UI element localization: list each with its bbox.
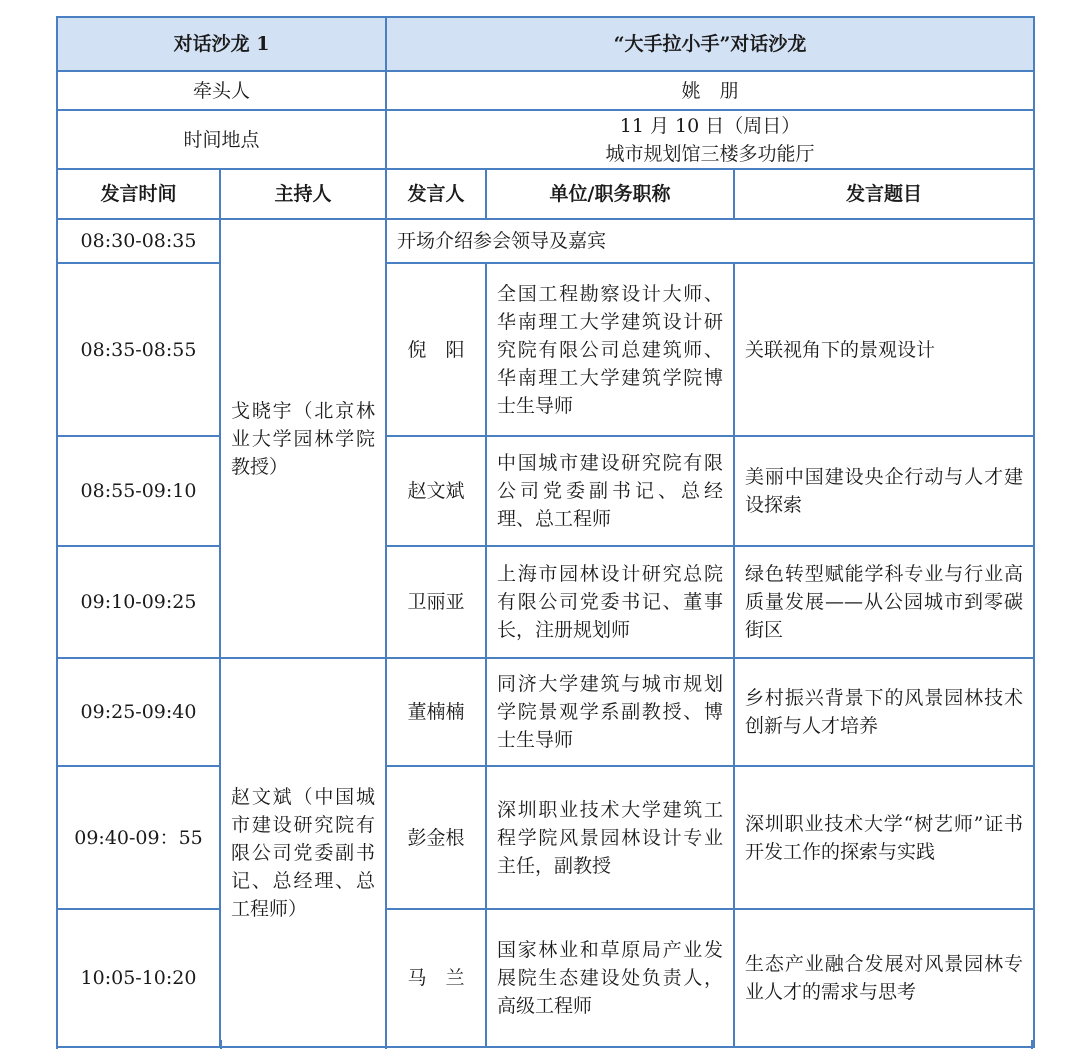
- row-time: 08:55-09:10: [57, 436, 220, 546]
- row-speaker: 马 兰: [386, 909, 486, 1047]
- lead-value: 姚 朋: [386, 71, 1034, 110]
- salon-number: 对话沙龙 1: [57, 17, 386, 71]
- col-header-speaker: 发言人: [386, 169, 486, 219]
- row-unit: 同济大学建筑与城市规划学院景观学系副教授、博士生导师: [486, 658, 734, 766]
- row-topic: 生态产业融合发展对风景园林专业人才的需求与思考: [734, 909, 1034, 1047]
- col-header-host: 主持人: [220, 169, 386, 219]
- row-speaker: 卫丽亚: [386, 546, 486, 658]
- row-topic: 绿色转型赋能学科专业与行业高质量发展——从公园城市到零碳街区: [734, 546, 1034, 658]
- row-speaker: 董楠楠: [386, 658, 486, 766]
- row-unit: 全国工程勘察设计大师、华南理工大学建筑设计研究院有限公司总建筑师、华南理工大学建筑学院博士生导师: [486, 263, 734, 436]
- opening-row: [57, 219, 1034, 263]
- table-row: [57, 436, 1034, 546]
- row-unit: 上海市园林设计研究总院有限公司党委书记、董事长，注册规划师: [486, 546, 734, 658]
- col-header-time: 发言时间: [57, 169, 220, 219]
- venue-row: [57, 110, 1034, 169]
- row-speaker: 赵文斌: [386, 436, 486, 546]
- row-time: 08:35-08:55: [57, 263, 220, 436]
- host-2: 赵文斌（中国城市建设研究院有限公司党委副书记、总经理、总工程师）: [220, 658, 386, 1047]
- lead-label: 牵头人: [57, 71, 386, 110]
- row-time: 09:10-09:25: [57, 546, 220, 658]
- column-header-row: [57, 169, 1034, 219]
- row-time: 09:40-09：55: [57, 766, 220, 909]
- venue-label: 时间地点: [57, 110, 386, 169]
- col-header-unit: 单位/职务职称: [486, 169, 734, 219]
- lead-row: [57, 71, 1034, 110]
- row-speaker: 彭金根: [386, 766, 486, 909]
- table-row: [57, 909, 1034, 1047]
- row-topic: 深圳职业技术大学“树艺师”证书开发工作的探索与实践: [734, 766, 1034, 909]
- row-topic: 关联视角下的景观设计: [734, 263, 1034, 436]
- venue-value: [386, 110, 1034, 169]
- row-time: 09:25-09:40: [57, 658, 220, 766]
- table-row: [57, 766, 1034, 909]
- opening-time: 08:30-08:35: [57, 219, 220, 263]
- table-row: [57, 658, 1034, 766]
- table-row: [57, 546, 1034, 658]
- row-topic: 美丽中国建设央企行动与人才建设探索: [734, 436, 1034, 546]
- schedule-table: [56, 16, 1035, 1048]
- row-unit: 深圳职业技术大学建筑工程学院风景园林设计专业主任，副教授: [486, 766, 734, 909]
- header-row: [57, 17, 1034, 71]
- opening-text: 开场介绍参会领导及嘉宾: [386, 219, 1034, 263]
- salon-title: “大手拉小手”对话沙龙: [386, 17, 1034, 71]
- table-row: [57, 263, 1034, 436]
- table-continuation: [56, 1040, 1033, 1049]
- row-time: 10:05-10:20: [57, 909, 220, 1047]
- row-topic: 乡村振兴背景下的风景园林技术创新与人才培养: [734, 658, 1034, 766]
- row-unit: 中国城市建设研究院有限公司党委副书记、总经理、总工程师: [486, 436, 734, 546]
- venue-place: 城市规划馆三楼多功能厅: [605, 142, 815, 165]
- row-unit: 国家林业和草原局产业发展院生态建设处负责人， 高级工程师: [486, 909, 734, 1047]
- host-1: 戈晓宇（北京林业大学园林学院教授）: [220, 219, 386, 658]
- venue-date: 11 月 10 日（周日）: [619, 114, 801, 137]
- col-header-topic: 发言题目: [734, 169, 1034, 219]
- row-speaker: 倪 阳: [386, 263, 486, 436]
